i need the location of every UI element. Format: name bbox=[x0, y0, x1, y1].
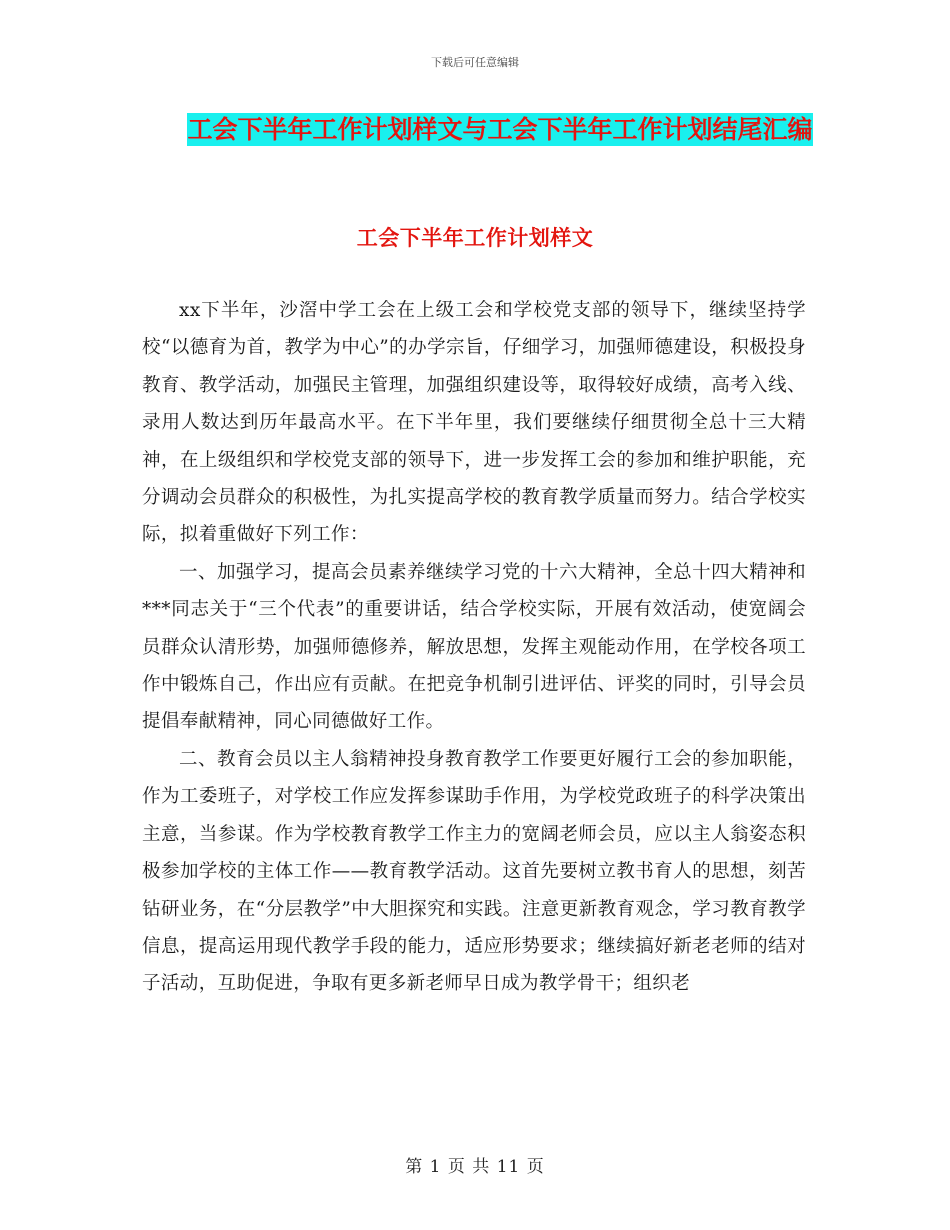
document-title-text: 工会下半年工作计划样文与工会下半年工作计划结尾汇编 bbox=[187, 115, 813, 144]
paragraph-item-2: 二、教育会员以主人翁精神投身教育教学工作要更好履行工会的参加职能，作为工委班子，对学校工作应发挥参谋助手作用，为学校党政班子的科学决策出主意，当参谋。作为学校教育教学工作主力的宽阔老师会员，应以主人翁姿态积极参加学校的主体工作——教育教学活动。这首先要树立教书育人的思想，刻苦钻研业务，在“分层教学”中大胆探究和实践。注意更新教育观念，学习教育教学信息，提高运用现代教学手段的能力，适应形势要求；继续搞好新老老师的结对子活动，互助促进，争取有更多新老师早日成为教学骨干；组织老 bbox=[142, 748, 806, 995]
section-title: 工会下半年工作计划样文 bbox=[356, 226, 594, 250]
document-title bbox=[140, 108, 860, 152]
document-body bbox=[142, 292, 806, 1003]
header-note: 下载后可任意编辑 bbox=[431, 56, 519, 69]
paragraph-intro: xx下半年，沙滘中学工会在上级工会和学校党支部的领导下，继续坚持学校“以德育为首，教学为中心”的办学宗旨，仔细学习，加强师德建设，积极投身教育、教学活动，加强民主管理，加强组织建设等，取得较好成绩，高考入线、录用人数达到历年最高水平。在下半年里，我们要继续仔细贯彻全总十三大精神，在上级组织和学校党支部的领导下，进一步发挥工会的参加和维护职能，充分调动会员群众的积极性，为扎实提高学校的教育教学质量而努力。结合学校实际，拟着重做好下列工作： bbox=[142, 300, 806, 546]
page-footer: 第 1 页 共 11 页 bbox=[405, 1157, 545, 1177]
paragraph-item-1: 一、加强学习，提高会员素养继续学习党的十六大精神，全总十四大精神和***同志关于“三个代表”的重要讲话，结合学校实际，开展有效活动，使宽阔会员群众认清形势，加强师德修养，解放思想，发挥主观能动作用，在学校各项工作中锻炼自己，作出应有贡献。在把竞争机制引进评估、评奖的同时，引导会员提倡奉献精神，同心同德做好工作。 bbox=[142, 561, 806, 733]
